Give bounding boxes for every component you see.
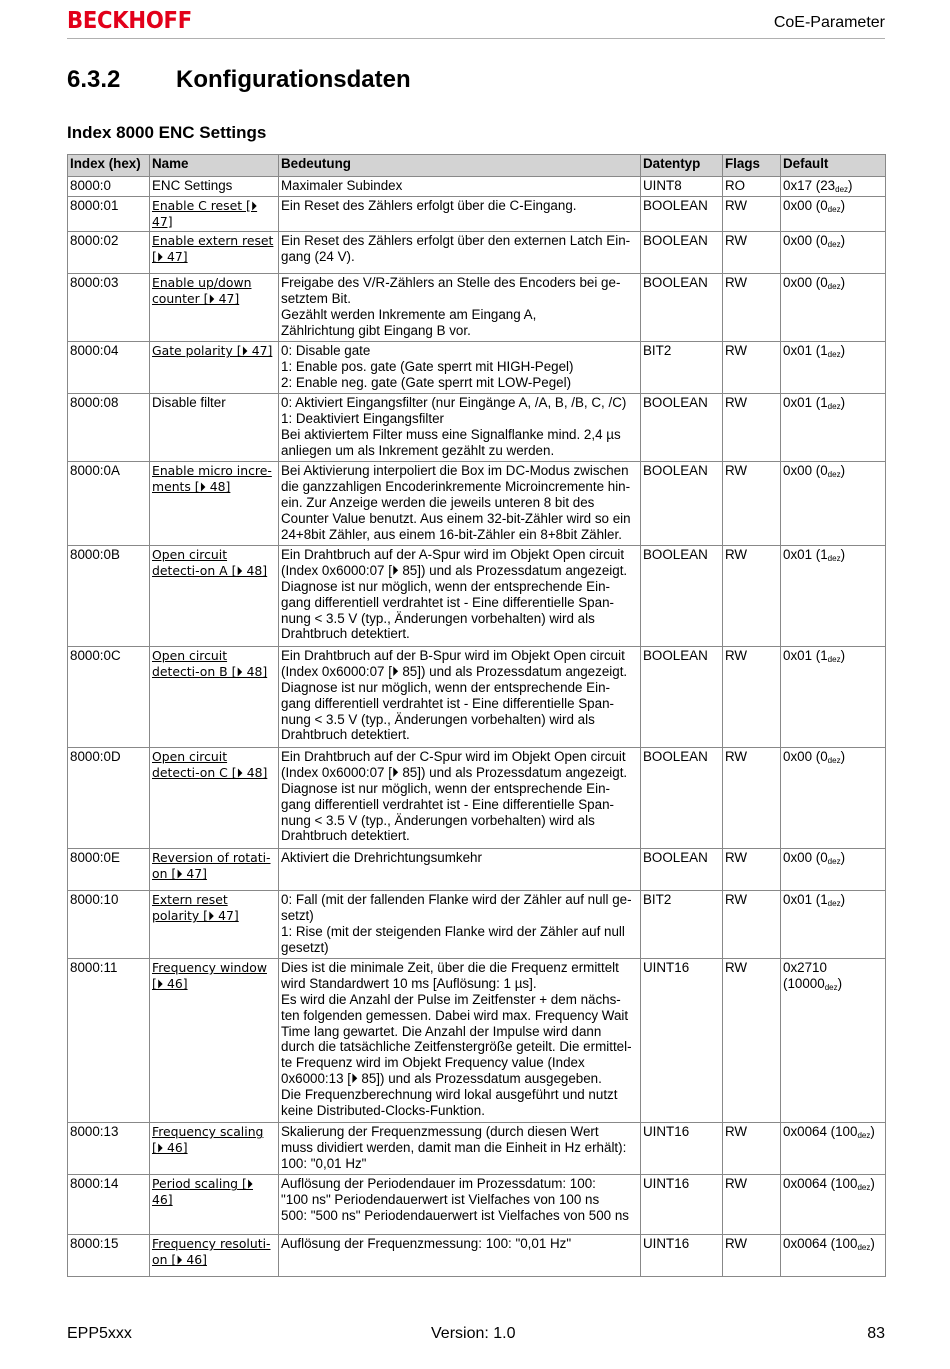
meaning-line: Diagnose ist nur möglich, wenn der entsprechende Ein-: [281, 780, 610, 796]
meaning-line: durch die tatsächliche Zeitfenstergröße geteilt. Die ermittel-: [281, 1039, 632, 1055]
default-close: ): [840, 343, 846, 359]
default-value: 0x01 (1: [783, 395, 828, 411]
default-close: ): [840, 197, 846, 213]
table-row: [68, 849, 886, 891]
meaning-line: Gezählt werden Inkremente am Eingang A,: [281, 306, 537, 322]
table-row: [68, 1235, 886, 1277]
meaning-line: Ein Reset des Zählers erfolgt über den externen Latch Ein-: [281, 233, 631, 249]
default-close: ): [840, 395, 846, 411]
cell-name: [150, 546, 279, 647]
parameter-link[interactable]: Frequency scaling [⏵ 46]: [152, 1124, 264, 1156]
cell-flags: RW: [723, 196, 781, 232]
cell-flags: RW: [723, 1175, 781, 1235]
meaning-line: 1: Enable pos. gate (Gate sperrt mit HIGH-Pegel): [281, 359, 574, 375]
default-close: ): [837, 976, 843, 992]
cell-datatype: UINT16: [641, 959, 723, 1123]
meaning-line: Diagnose ist nur möglich, wenn der entsprechende Ein-: [281, 578, 610, 594]
meaning-line: Auflösung der Periodendauer im Prozessdatum: 100:: [281, 1176, 596, 1192]
meaning-line: wird Standardwert 10 ms [Auflösung: 1 µs].: [281, 976, 537, 992]
parameter-table: [67, 154, 886, 1277]
default-close: ): [840, 850, 846, 866]
cell-index: 8000:14: [68, 1175, 150, 1235]
meaning-line: 0x6000:13 [⏵ 85]) und als Prozessdatum ausgegeben.: [281, 1070, 602, 1086]
default-base-suffix: dez: [827, 554, 841, 564]
table-row: [68, 462, 886, 546]
table-body: [68, 177, 886, 1277]
default-base-suffix: dez: [824, 983, 838, 993]
cell-default: [781, 959, 886, 1123]
meaning-line: 24+8bit Zähler, aus einem 16-bit-Zähler ein 8+8bit Zähler.: [281, 526, 622, 542]
cell-datatype: BOOLEAN: [641, 748, 723, 849]
cell-default: [781, 1175, 886, 1235]
cell-index: 8000:0A: [68, 462, 150, 546]
default-base-suffix: dez: [857, 1183, 871, 1193]
brand-logo: BECKHOFF: [67, 8, 192, 34]
cell-datatype: BOOLEAN: [641, 462, 723, 546]
parameter-link[interactable]: Enable micro incre-ments [⏵ 48]: [152, 463, 272, 495]
default-value: 0x0064 (100: [783, 1236, 858, 1252]
cell-index: 8000:0E: [68, 849, 150, 891]
meaning-line: Drahtbruch detektiert.: [281, 626, 410, 642]
table-header-row: [68, 155, 886, 177]
meaning-line: Es wird die Anzahl der Pulse im Zeitfenster + dem nächs-: [281, 991, 621, 1007]
default-close: ): [840, 275, 846, 291]
column-header-flags: Flags: [723, 155, 781, 177]
footer-product: EPP5xxx: [67, 1325, 132, 1342]
meaning-line: Drahtbruch detektiert.: [281, 828, 410, 844]
cell-index: 8000:0: [68, 177, 150, 197]
cell-meaning: [279, 647, 641, 748]
cell-index: 8000:10: [68, 891, 150, 959]
cell-name: [150, 1175, 279, 1235]
cell-datatype: UINT8: [641, 177, 723, 197]
meaning-line: Time lang gewartet. Die Anzahl der Impulse wird dann: [281, 1023, 602, 1039]
cell-flags: RW: [723, 462, 781, 546]
table-row: [68, 196, 886, 232]
meaning-line: Aktiviert die Drehrichtungsumkehr: [281, 850, 482, 866]
default-close: ): [848, 178, 853, 193]
cell-meaning: [279, 959, 641, 1123]
meaning-line: ten folgenden gemessen. Dabei wird max. Frequency Wait: [281, 1007, 629, 1023]
table-row: [68, 232, 886, 274]
default-value: 0x00 (0: [783, 197, 828, 213]
table-row: [68, 177, 886, 197]
cell-name: [150, 232, 279, 274]
meaning-line: "100 ns" Periodendauerwert ist Vielfaches von 100 ns: [281, 1192, 600, 1208]
column-header-default: Default: [781, 155, 886, 177]
default-base-suffix: dez: [827, 240, 841, 250]
meaning-line: 0: Aktiviert Eingangsfilter (nur Eingänge A, /A, B, /B, C, /C): [281, 395, 627, 411]
cell-name: [150, 394, 279, 462]
cell-index: 8000:08: [68, 394, 150, 462]
cell-datatype: BIT2: [641, 891, 723, 959]
cell-flags: RW: [723, 342, 781, 394]
cell-datatype: BOOLEAN: [641, 647, 723, 748]
table-row: [68, 1175, 886, 1235]
parameter-link[interactable]: Enable extern reset [⏵ 47]: [152, 233, 274, 265]
parameter-link[interactable]: Frequency window [⏵ 46]: [152, 960, 267, 992]
meaning-line: 1: Rise (mit der steigenden Flanke wird der Zähler auf null: [281, 923, 625, 939]
cell-name: [150, 274, 279, 342]
cell-index: 8000:03: [68, 274, 150, 342]
cell-name: [150, 462, 279, 546]
cell-meaning: [279, 462, 641, 546]
default-base-suffix: dez: [827, 282, 841, 292]
default-value: 0x01 (1: [783, 343, 828, 359]
meaning-line: 500: "500 ns" Periodendauerwert ist Vielfaches von 500 ns: [281, 1207, 629, 1223]
meaning-line: setztem Bit.: [281, 291, 351, 307]
cell-datatype: BOOLEAN: [641, 394, 723, 462]
meaning-line: gang differentiell verdrahtet ist - Eine differentielle Span-: [281, 594, 614, 610]
default-close: ): [840, 648, 846, 664]
cell-name: [150, 196, 279, 232]
table-row: [68, 274, 886, 342]
cell-datatype: BOOLEAN: [641, 274, 723, 342]
default-value: 0x01 (1: [783, 648, 828, 664]
default-value: 0x2710 (10000: [783, 960, 827, 992]
cell-default: [781, 462, 886, 546]
table-row: [68, 647, 886, 748]
default-close: ): [840, 547, 846, 563]
default-value: 0x0064 (100: [783, 1176, 858, 1192]
default-base-suffix: dez: [857, 1243, 871, 1253]
meaning-line: nung < 3.5 V (typ., Änderungen vorbehalten) wird als: [281, 610, 595, 626]
section-number: 6.3.2: [67, 66, 121, 93]
cell-default: [781, 1235, 886, 1277]
cell-name: [150, 891, 279, 959]
section-title: Konfigurationsdaten: [176, 66, 411, 93]
meaning-line: gang (24 V).: [281, 249, 355, 265]
default-base-suffix: dez: [857, 1131, 871, 1141]
meaning-line: gang differentiell verdrahtet ist - Eine differentielle Span-: [281, 695, 614, 711]
default-base-suffix: dez: [827, 350, 841, 360]
cell-default: [781, 647, 886, 748]
cell-datatype: BOOLEAN: [641, 232, 723, 274]
meaning-line: Bei aktiviertem Filter muss eine Signalflanke mind. 2,4 µs: [281, 426, 621, 442]
meaning-line: Dies ist die minimale Zeit, über die die Frequenz ermittelt: [281, 960, 619, 976]
cell-flags: RW: [723, 959, 781, 1123]
cell-meaning: [279, 891, 641, 959]
cell-flags: RW: [723, 647, 781, 748]
cell-index: 8000:0D: [68, 748, 150, 849]
cell-default: [781, 748, 886, 849]
default-close: ): [870, 1176, 875, 1192]
default-close: ): [840, 749, 846, 765]
meaning-line: die ganzzahligen Encoderinkremente Microincremente hin-: [281, 479, 631, 495]
meaning-line: Auflösung der Frequenzmessung: 100: "0,01 Hz": [281, 1236, 572, 1252]
cell-index: 8000:11: [68, 959, 150, 1123]
cell-index: 8000:15: [68, 1235, 150, 1277]
meaning-line: 1: Deaktiviert Eingangsfilter: [281, 411, 444, 427]
meaning-line: 100: "0,01 Hz": [281, 1155, 367, 1171]
meaning-line: Ein Reset des Zählers erfolgt über die C-Eingang.: [281, 197, 577, 213]
cell-datatype: UINT16: [641, 1235, 723, 1277]
default-value: 0x00 (0: [783, 275, 828, 291]
table-row: [68, 959, 886, 1123]
cell-default: [781, 177, 886, 197]
cell-meaning: [279, 546, 641, 647]
default-close: ): [870, 1124, 875, 1140]
cell-name: [150, 959, 279, 1123]
cell-name: [150, 1235, 279, 1277]
table-row: [68, 342, 886, 394]
cell-flags: RW: [723, 394, 781, 462]
meaning-line: Maximaler Subindex: [281, 178, 403, 193]
table-row: [68, 546, 886, 647]
meaning-line: Bei Aktivierung interpoliert die Box im DC-Modus zwischen: [281, 463, 629, 479]
cell-default: [781, 342, 886, 394]
cell-flags: RW: [723, 1235, 781, 1277]
cell-default: [781, 849, 886, 891]
meaning-line: 0: Fall (mit der fallenden Flanke wird der Zähler auf null ge-: [281, 892, 632, 908]
table-subtitle: Index 8000 ENC Settings: [67, 123, 267, 142]
default-value: 0x00 (0: [783, 233, 828, 249]
default-value: 0x17 (23: [783, 178, 836, 193]
cell-datatype: BIT2: [641, 342, 723, 394]
cell-default: [781, 196, 886, 232]
cell-default: [781, 394, 886, 462]
meaning-line: gesetzt): [281, 939, 329, 955]
parameter-link[interactable]: Enable up/down counter [⏵ 47]: [152, 275, 252, 307]
column-header-index: Index (hex): [68, 155, 150, 177]
cell-meaning: [279, 196, 641, 232]
table-row: [68, 394, 886, 462]
default-base-suffix: dez: [827, 470, 841, 480]
cell-flags: RW: [723, 274, 781, 342]
parameter-link[interactable]: Enable C reset [⏵ 47]: [152, 197, 258, 229]
cell-name: [150, 342, 279, 394]
meaning-line: Ein Drahtbruch auf der C-Spur wird im Objekt Open circuit: [281, 749, 626, 765]
meaning-line: Drahtbruch detektiert.: [281, 727, 410, 743]
table-row: [68, 748, 886, 849]
cell-meaning: [279, 394, 641, 462]
cell-flags: RW: [723, 546, 781, 647]
cell-index: 8000:13: [68, 1123, 150, 1175]
default-close: ): [870, 1236, 875, 1252]
meaning-line: Die Frequenzberechnung wird lokal ausgeführt und nutzt: [281, 1086, 618, 1102]
cell-datatype: UINT16: [641, 1123, 723, 1175]
meaning-line: 0: Disable gate: [281, 343, 371, 359]
parameter-link[interactable]: Open circuit detecti-on C [⏵ 48]: [152, 749, 268, 781]
cell-default: [781, 1123, 886, 1175]
column-header-meaning: Bedeutung: [279, 155, 641, 177]
footer-page-number: 83: [867, 1325, 885, 1342]
cell-flags: RW: [723, 1123, 781, 1175]
meaning-line: 2: Enable neg. gate (Gate sperrt mit LOW-Pegel): [281, 374, 572, 390]
meaning-line: Freigabe des V/R-Zählers an Stelle des Encoders bei ge-: [281, 275, 621, 291]
cell-name: [150, 1123, 279, 1175]
default-value: 0x00 (0: [783, 749, 828, 765]
meaning-line: Diagnose ist nur möglich, wenn der entsprechende Ein-: [281, 679, 610, 695]
cell-name: [150, 748, 279, 849]
cell-index: 8000:0C: [68, 647, 150, 748]
parameter-link[interactable]: Period scaling [⏵ 46]: [152, 1176, 254, 1208]
meaning-line: Zählrichtung gibt Eingang B vor.: [281, 322, 471, 338]
default-base-suffix: dez: [827, 655, 841, 665]
cell-flags: RW: [723, 748, 781, 849]
parameter-link[interactable]: Extern reset polarity [⏵ 47]: [152, 892, 239, 924]
meaning-line: te Frequenz wird im Objekt Frequency value (Index: [281, 1055, 585, 1071]
meaning-line: nung < 3.5 V (typ., Änderungen vorbehalten) wird als: [281, 812, 595, 828]
meaning-line: (Index 0x6000:07 [⏵ 85]) und als Prozessdatum angezeigt.: [281, 664, 628, 680]
parameter-link[interactable]: Frequency resoluti-on [⏵ 46]: [152, 1236, 271, 1268]
cell-meaning: [279, 849, 641, 891]
default-base-suffix: dez: [827, 756, 841, 766]
section-label: CoE-Parameter: [773, 14, 885, 31]
page-header: [67, 8, 885, 39]
default-value: 0x01 (1: [783, 547, 828, 563]
column-header-name: Name: [150, 155, 279, 177]
meaning-line: ein. Zur Anzeige werden die jeweils unteren 8 bit des: [281, 494, 595, 510]
cell-flags: RW: [723, 849, 781, 891]
meaning-line: (Index 0x6000:07 [⏵ 85]) und als Prozessdatum angezeigt.: [281, 563, 628, 579]
default-value: 0x01 (1: [783, 892, 828, 908]
parameter-name: Disable filter: [152, 395, 226, 411]
default-base-suffix: dez: [827, 857, 841, 867]
meaning-line: setzt): [281, 908, 314, 924]
cell-name: [150, 849, 279, 891]
table-row: [68, 891, 886, 959]
meaning-line: nung < 3.5 V (typ., Änderungen vorbehalten) wird als: [281, 711, 595, 727]
column-header-datatype: Datentyp: [641, 155, 723, 177]
meaning-line: Ein Drahtbruch auf der B-Spur wird im Objekt Open circuit: [281, 648, 625, 664]
default-close: ): [840, 892, 846, 908]
default-value: 0x0064 (100: [783, 1124, 858, 1140]
default-base-suffix: dez: [835, 185, 849, 194]
cell-datatype: BOOLEAN: [641, 196, 723, 232]
cell-name: [150, 647, 279, 748]
default-close: ): [840, 233, 846, 249]
default-base-suffix: dez: [827, 899, 841, 909]
cell-flags: RW: [723, 891, 781, 959]
default-base-suffix: dez: [827, 402, 841, 412]
cell-flags: RW: [723, 232, 781, 274]
meaning-line: Ein Drahtbruch auf der A-Spur wird im Objekt Open circuit: [281, 547, 625, 563]
table-row: [68, 1123, 886, 1175]
cell-meaning: [279, 274, 641, 342]
cell-index: 8000:02: [68, 232, 150, 274]
parameter-link[interactable]: Gate polarity [⏵ 47]: [152, 343, 273, 359]
default-base-suffix: dez: [827, 204, 841, 214]
default-close: ): [840, 463, 846, 479]
cell-index: 8000:04: [68, 342, 150, 394]
parameter-link[interactable]: Reversion of rotati-on [⏵ 47]: [152, 850, 271, 882]
cell-datatype: BOOLEAN: [641, 849, 723, 891]
default-value: 0x00 (0: [783, 463, 828, 479]
meaning-line: gang differentiell verdrahtet ist - Eine differentielle Span-: [281, 796, 614, 812]
cell-default: [781, 232, 886, 274]
cell-flags: RO: [723, 177, 781, 197]
parameter-link[interactable]: Open circuit detecti-on A [⏵ 48]: [152, 547, 268, 579]
cell-default: [781, 274, 886, 342]
cell-index: 8000:0B: [68, 546, 150, 647]
cell-meaning: [279, 232, 641, 274]
parameter-name: ENC Settings: [152, 178, 233, 193]
cell-datatype: BOOLEAN: [641, 546, 723, 647]
cell-default: [781, 891, 886, 959]
parameter-link[interactable]: Open circuit detecti-on B [⏵ 48]: [152, 648, 268, 680]
default-value: 0x00 (0: [783, 850, 828, 866]
cell-name: [150, 177, 279, 197]
cell-meaning: [279, 748, 641, 849]
meaning-line: keine Distributed-Clocks-Funktion.: [281, 1102, 485, 1118]
cell-index: 8000:01: [68, 196, 150, 232]
footer-version: Version: 1.0: [431, 1325, 516, 1342]
meaning-line: Counter Value benutzt. Aus einem 32-bit-Zähler wird so ein: [281, 510, 631, 526]
cell-default: [781, 546, 886, 647]
cell-meaning: [279, 1235, 641, 1277]
meaning-line: muss dividiert werden, damit man die Einheit in Hz erhält):: [281, 1140, 627, 1156]
meaning-line: Skalierung der Frequenzmessung (durch diesen Wert: [281, 1124, 599, 1140]
cell-meaning: [279, 342, 641, 394]
cell-meaning: [279, 1175, 641, 1235]
cell-meaning: [279, 177, 641, 197]
meaning-line: anliegen um als Inkrement gezählt zu werden.: [281, 442, 555, 458]
meaning-line: (Index 0x6000:07 [⏵ 85]) und als Prozessdatum angezeigt.: [281, 765, 628, 781]
cell-datatype: UINT16: [641, 1175, 723, 1235]
cell-meaning: [279, 1123, 641, 1175]
